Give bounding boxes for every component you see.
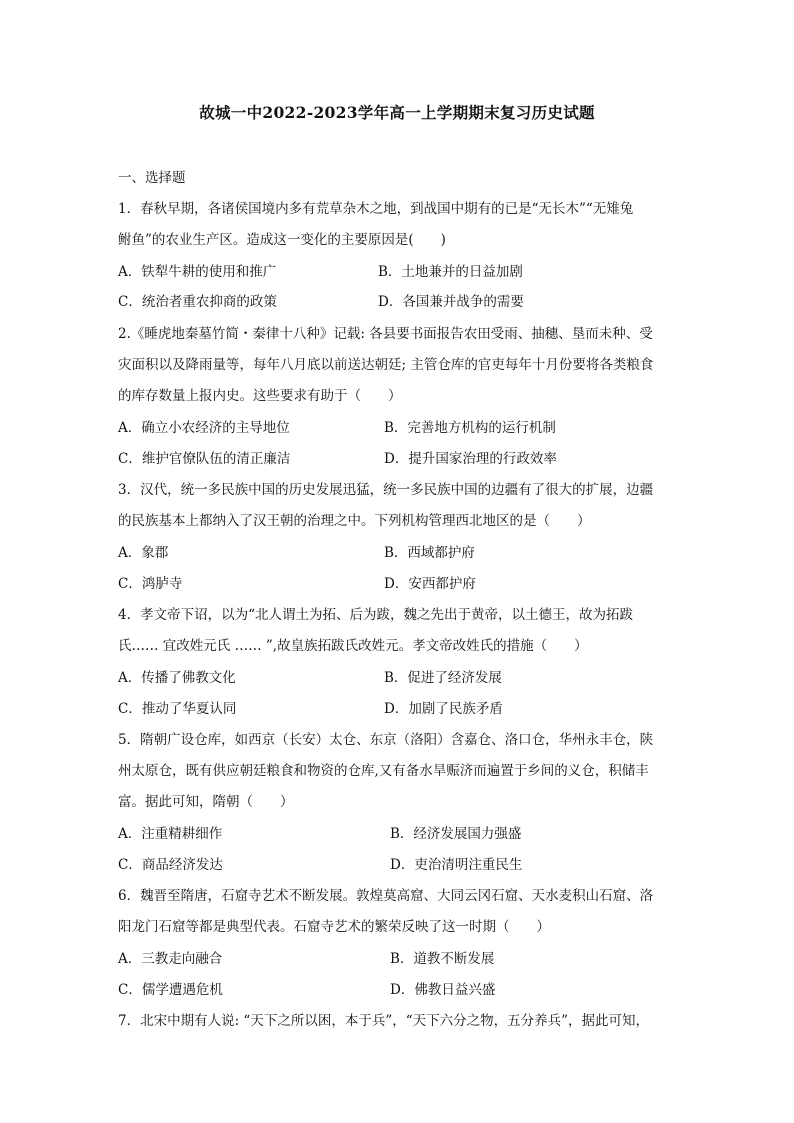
question-4-line-1: 4．孝文帝下诏，以为“北人谓土为拓、后为跋，魏之先出于黄帝，以土德王，故为拓跋 [118, 607, 633, 623]
question-4-option-c[interactable]: C．推动了华夏认同 [118, 701, 237, 717]
section-heading: 一、选择题 [118, 170, 186, 186]
question-5-line-2: 州太原仓，既有供应朝廷粮食和物资的仓库,又有备水旱赈济而遍置于乡间的义仓，积储丰 [118, 763, 649, 779]
question-5-option-c[interactable]: C．商品经济发达 [118, 857, 223, 873]
question-7-line-1: 7．北宋中期有人说: “天下之所以困，本于兵”，“天下六分之物，五分养兵”，据此可知， [118, 1013, 650, 1029]
question-6-line-2: 阳龙门石窟等都是典型代表。石窟寺艺术的繁荣反映了这一时期（ ） [118, 919, 550, 935]
question-3-option-a[interactable]: A．象郡 [118, 545, 169, 561]
question-2-option-a[interactable]: A．确立小农经济的主导地位 [118, 420, 290, 436]
question-1-option-c[interactable]: C．统治者重农抑商的政策 [118, 294, 277, 310]
question-4-option-d[interactable]: D．加剧了民族矛盾 [384, 701, 503, 717]
question-6-option-b[interactable]: B．道教不断发展 [390, 951, 495, 967]
question-5-line-3: 富。据此可知，隋朝（ ） [118, 794, 294, 810]
question-3-option-d[interactable]: D．安西都护府 [384, 576, 476, 592]
question-1-line-2: 鲋鱼”的农业生产区。造成这一变化的主要原因是( ) [118, 232, 446, 248]
question-2-line-1: 2.《睡虎地秦墓竹简・秦律十八种》记载: 各县要书面报告农田受雨、抽穗、垦而未种、受 [118, 326, 653, 342]
question-2-line-3: 的库存数量上报内史。这些要求有助于（ ） [118, 388, 402, 404]
question-3-option-b[interactable]: B．西域都护府 [384, 545, 475, 561]
question-1-option-d[interactable]: D．各国兼并战争的需要 [378, 294, 524, 310]
question-6-option-d[interactable]: D．佛教日益兴盛 [390, 982, 496, 998]
question-4-option-a[interactable]: A．传播了佛教文化 [118, 670, 236, 686]
question-5-option-a[interactable]: A．注重精耕细作 [118, 826, 223, 842]
question-4-option-b[interactable]: B．促进了经济发展 [384, 670, 502, 686]
question-3-line-2: 的民族基本上都纳入了汉王朝的治理之中。下列机构管理西北地区的是（ ） [118, 513, 591, 529]
question-3-line-1: 3．汉代，统一多民族中国的历史发展迅猛，统一多民族中国的边疆有了很大的扩展，边疆 [118, 482, 654, 498]
question-2-option-c[interactable]: C．维护官僚队伍的清正廉洁 [118, 451, 291, 467]
question-1-option-b[interactable]: B．土地兼并的日益加剧 [378, 264, 523, 280]
question-3-option-c[interactable]: C．鸿胪寺 [118, 576, 183, 592]
question-5-line-1: 5．隋朝广设仓库，如西京（长安）太仓、东京（洛阳）含嘉仓、洛口仓，华州永丰仓，陕 [118, 732, 654, 748]
question-2-option-b[interactable]: B．完善地方机构的运行机制 [384, 420, 556, 436]
question-6-line-1: 6．魏晋至隋唐，石窟寺艺术不断发展。敦煌莫高窟、大同云冈石窟、天水麦积山石窟、洛 [118, 888, 654, 904]
question-6-option-a[interactable]: A．三教走向融合 [118, 951, 223, 967]
question-1-option-a[interactable]: A．铁犁牛耕的使用和推广 [118, 264, 277, 280]
question-5-option-b[interactable]: B．经济发展国力强盛 [390, 826, 522, 842]
question-4-line-2: 氏…… 宜改姓元氏 …… ”,故皇族拓跋氏改姓元。孝文帝改姓氏的措施（ ） [118, 638, 588, 654]
question-5-option-d[interactable]: D．吏治清明注重民生 [390, 857, 523, 873]
exam-title: 故城一中2022-2023学年高一上学期期末复习历史试题 [199, 103, 595, 122]
question-2-line-2: 灾面积以及降雨量等，每年八月底以前送达朝廷; 主管仓库的官吏每年十月份要将各类粮食 [118, 357, 654, 373]
question-2-option-d[interactable]: D．提升国家治理的行政效率 [384, 451, 557, 467]
question-6-option-c[interactable]: C．儒学遭遇危机 [118, 982, 223, 998]
question-1-line-1: 1．春秋早期，各诸侯国境内多有荒草杂木之地，到战国中期有的已是“无长木”“无雉兔 [118, 201, 634, 217]
